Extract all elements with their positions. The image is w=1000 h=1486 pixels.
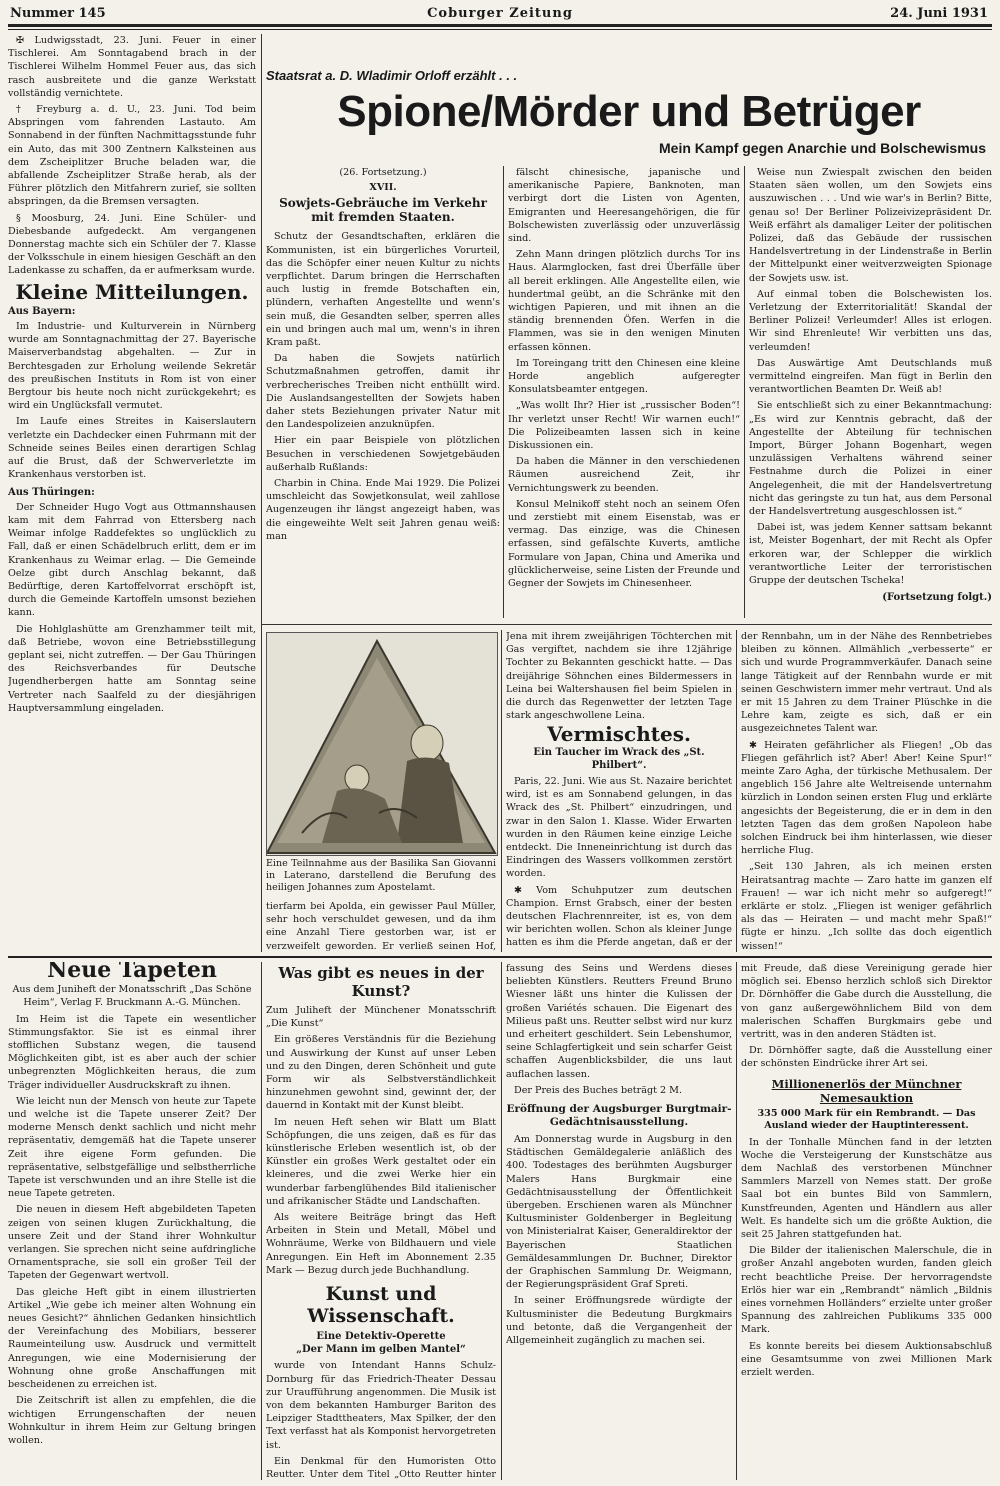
wissenschaft-title: Kunst und Wissenschaft. bbox=[307, 1283, 455, 1328]
operette-subheading: „Der Mann im gelben Mantel“ bbox=[296, 1344, 466, 1356]
feature-subtitle: Mein Kampf gegen Anarchie und Bolschewismus bbox=[659, 140, 986, 156]
bayern-para-2: Im Laufe eines Streites in Kaiserslautern verletzte ein Dachdecker einen Fuhrmann mit der Schneide seines Beiles einen derartigen Schlag auf die Brust, daß der Schwerverletzte im Krankenhaus verstorben ist. bbox=[8, 416, 256, 481]
tapeten-para-3: Die neuen in diesem Heft abgebildeten Tapeten zeigen von seinen klugen Zurückhaltung, die unsere Zeit und der Stand ihrer Wohnkultur verlangen. Sie sprechen nicht seine aufdringliche Ornamentsprache, sie soll ein großer Teil der Tapeten der Gegenwart wertvoll. bbox=[8, 1204, 256, 1282]
thueringen-para-1: Der Schneider Hugo Vogt aus Ottmannshausen kam mit dem Fahrrad von Ettersberg nach Weimar infolge Raddefektes so unglücklich zu Fall, daß er einen Schädelbruch erlitt, dem er im Krankenhaus zu Weimar erlag. — Die Gemeinde Oelze gibt durch Anschlag bekannt, daß Bedürftige, deren Kartoffelvorrat erschöpft ist, durch die Gemeinde Kartoffeln umsonst beziehen kann. bbox=[8, 501, 256, 619]
column-divider bbox=[744, 166, 745, 618]
section-rule bbox=[262, 624, 992, 625]
augsburg-column bbox=[506, 962, 732, 1480]
feature-c-para-3: Das Auswärtige Amt Deutschlands muß vermittelnd eingreifen. Man fügt in Berlin den verantwortlichen Beamten Dr. Weiß ab! bbox=[749, 357, 992, 396]
kleine-mitteilungen-title: Kleine Mitteilungen. bbox=[15, 279, 249, 304]
feature-a-para-2: Da haben die Sowjets natürlich Schutzmaßnahmen getroffen, damit ihr verbrecherisches Treiben nicht enthüllt wird. Die Auslandsangestellten der Sowjets haben daher stets Beziehungen privater Natur mit den Landespolizeien anzuknüpfen. bbox=[266, 353, 500, 431]
tapeten-para-2: Wie leicht nun der Mensch von heute zur Tapete und welche ist die Tapete unserer Zeit? Der moderne Mensch denkt sachlich und nicht mehr repräsentativ, demgemäß hat die Tapete unserer Zeit ihre eigene Form gefunden. Die repräsentative, selbstgefällige und selbstherrliche Tapete ist verschwunden und an ihre Stelle ist die neue Tapete getreten. bbox=[8, 1095, 256, 1200]
tapeten-column bbox=[8, 962, 256, 1480]
nemes-para-3: Es konnte bereits bei diesem Auktionsabschluß eine Gesamtsumme von zwei Millionen Mark erzielt werden. bbox=[741, 1340, 992, 1379]
feature-a-para-3: Hier ein paar Beispiele von plötzlichen Besuchen in verschiedenen Sowjetgebäuden außerhalb Rußlands: bbox=[266, 435, 500, 473]
column-divider bbox=[503, 166, 504, 618]
vermischtes-para-1: Paris, 22. Juni. Wie aus St. Nazaire berichtet wird, ist es am Sonnabend gelungen, in das Wrack des „St. Philbert“ einzudringen, und zwar in den Salon 1. Klasse. Wider Erwarten wurden in den Räumen keine einzige Leiche entdeckt. Die Inneneinrichtung ist durch das Eindringen des Wassers vollkommen zerstört worden. bbox=[506, 776, 732, 880]
feature-c-para-4: Sie entschließt sich zu einer Bekanntmachung: „Es wird zur Kenntnis gebracht, daß der Angestellte der Abteilung für technischen Import, Bürger Johann Bogenhart, wegen unzulässigen Verhaltens während seiner Festnahme durch die Polizei in einer Angelegenheit, die mit der Handelsvertretung nicht das geringste zu tun hat, aus dem Personal der Handelsvertretung ausgeschlossen ist.“ bbox=[749, 400, 992, 518]
column-divider bbox=[736, 630, 737, 952]
fortsetzung-folgt: (Fortsetzung folgt.) bbox=[882, 592, 992, 604]
feature-b-para-4: „Was wollt Ihr? Hier ist „russischer Boden“! Ihr verletzt unser Recht! Wir warnen euch!“ Die Polizeibeamten lassen sich in keine Diskussionen ein. bbox=[508, 400, 740, 452]
feature-title: Spione/Mörder und Betrüger bbox=[337, 88, 921, 136]
feature-c-para-1: Weise nun Zwiespalt zwischen den beiden Staaten säen wollen, um den Sowjets eins auszuwischen . . . Und wie war's in Berlin? Bitte, genau so! Der Berliner Polizeivizepräsident Dr. Weiß erfährt als damaliger Leiter der politischen Polizei, daß das Gebäude der russischen Handelsvertretung in der Lindenstraße in Berlin der Mittelpunkt einer weitverzweigten Spionage der Sowjets usw. ist. bbox=[749, 167, 992, 284]
mid-left-para-1: Jena mit ihrem zweijährigen Töchterchen mit Gas vergiftet, nachdem sie ihre 12jährige Tochter zu Bekannten geschickt hatte. — Das dreijährige Söhnchen eines Bildermessers in Leina bei Waltershausen fiel beim Spielen in die durch das Regenwetter der letzten Tage stark angeschwollene Leina. bbox=[506, 631, 732, 722]
aus-thueringen-heading: Aus Thüringen: bbox=[8, 486, 95, 498]
bottom-section-rule bbox=[8, 956, 992, 958]
header-rule bbox=[8, 24, 992, 27]
aus-bayern-heading: Aus Bayern: bbox=[8, 305, 76, 317]
mid-right-para-3: „Seit 130 Jahren, als ich meinen ersten Heiratsantrag machte — Zaro hatte im ganzen elf Frauen! — war ich nicht mehr so aufgeregt!“ erklärte er stolz. „Fliegen ist weniger gefährlich als das — Heiraten — und macht mehr Spaß!“ fügte er hinzu. „Ich sollte das doch eigentlich wissen!“ bbox=[741, 861, 992, 952]
bayern-para-1: Im Industrie- und Kulturverein in Nürnberg wurde am Sonntagnachmittag der 27. Bayerische Maiserverbandstag abgehalten. — Zur in Berchtesgaden zur Erholung weilende Sekretär des preußischen Instituts in Rom ist von einer Bergtour bis heute noch nicht zurückgekehrt; es wird ein Unglücksfall vermutet. bbox=[8, 321, 256, 412]
news-moosburg: § Moosburg, 24. Juni. Eine Schüler- und Diebesbande aufgedeckt. Am vergangenen Donnerstag machte sich ein Schüler der 7. Klasse der Volksschule in einem hiesigen Geschäft an den Ladenkasse zu schaffen, da er aufmerksam wurde. bbox=[8, 212, 256, 277]
mid-left-tail bbox=[266, 900, 496, 952]
fortsetzung-label: (26. Fortsetzung.) bbox=[339, 167, 427, 178]
augsburg-para-1: Am Donnerstag wurde in Augsburg in den Städtischen Gemäldegalerie anläßlich des 400. Todestages des berühmten Augsburger Malers Hans Burgkmair eine Gedächtnisausstellung der Öffentlichkeit übergeben. Erschienen waren als Münchner Kultusminister Goldenberger in Begleitung von Ministerialrat Kaiser, Generaldirektor der Bayerischen Staatlichen Gemäldesammlungen Dr. Buchner, Direktor der Graphischen Sammlung Dr. Weigmann, der Regierungspräsident Graf Spreti. bbox=[506, 1134, 732, 1291]
augsburg-title: Eröffnung der Augsburger Burgtmair-Gedächtnisausstellung. bbox=[506, 1103, 732, 1129]
column-divider bbox=[501, 630, 502, 952]
vermischtes-para-2: ✱ Vom Schuhputzer zum deutschen Champion. Ernst Grabsch, einer der besten deutschen Flachrennreiter, ist es, von dem wir berichten wollen. Schon als kleiner Junge hatten es ihm die Pferde angetan, daß er der bbox=[506, 884, 732, 949]
vermischtes-title: Vermischtes. bbox=[547, 722, 691, 747]
feature-column-c bbox=[749, 166, 992, 618]
col4-para-2: Der Preis des Buches beträgt 2 M. bbox=[514, 1084, 683, 1096]
feature-a-para-1: Schutz der Gesandtschaften, erklären die Kommunisten, ist ein bürgerliches Vorurteil, das die Schöpfer einer neuen Kultur zu nichts verpflichtet. Darum bringen die Herrschaften auch lustig in fremde Botschaften ein, plündern, verhaften Angestellte und wenn's sein muß, die Gesandten selber, sperren alles ein und bringen auch mal um, wenn's in ihren Kram paßt. bbox=[266, 231, 500, 349]
feature-column-a bbox=[266, 166, 500, 618]
feature-b-para-6: Konsul Melnikoff steht noch an seinem Ofen und zerstiebt mit einem Eisenstab, was er vermag. Das einzige, was die Chinesen erfassen, sind gefälschte Kuverts, amtliche Formulare von Japan, China und Amerika und glücklicherweise, seine Listen der Freunde und Gegner der Sowjets im Chinesenheer. bbox=[508, 498, 740, 590]
feature-c-para-2: Auf einmal toben die Bolschewisten los. Verletzung der Exterritorialität! Skandal der Berliner Polizei! Verleumder! Alles ist erlogen. Wir sind Ehrenleute! Wir verbitten uns das, verleumden! bbox=[749, 288, 992, 353]
tapeten-para-1: Im Heim ist die Tapete ein wesentlicher Stimmungsfaktor. Sie ist es einmal ihrer stofflichen Substanz wegen, die tausend Möglichkeiten gibt, ist es aber auch der schier unbegrenzten Möglichkeiten heraus, die zum Träger individueller Ausdruckskraft zu ihnen. bbox=[8, 1013, 256, 1091]
fresco-photo bbox=[266, 632, 498, 856]
mid-right-column bbox=[741, 630, 992, 952]
newspaper-name: Coburger Zeitung bbox=[427, 6, 573, 21]
feature-a-para-4: Charbin in China. Ende Mai 1929. Die Polizei umschleicht das Sowjetkonsulat, weil zahllose Augenzeugen ihr längst angezeigt haben, was die eingeweihte Welt seit Jahren genau weiß: man bbox=[266, 478, 500, 542]
nemes-para-1: In der Tonhalle München fand in der letzten Woche die Versteigerung der Kunstschätze aus dem Nachlaß des verstorbenen Münchner Sammlers Marzell von Nemes statt. Der große Saal bot ein buntes Bild von Sammlern, Kunstfreunden, Agenten und Händlern aus aller Welt. Es handelte sich um die größte Auktion, die seit 25 Jahren stattgefunden hat. bbox=[741, 1136, 992, 1241]
tapeten-para-5: Die Zeitschrift ist allen zu empfehlen, die die wichtigen Errungenschaften der neuen Wohnkultur in ihrem Heim zur Geltung bringen wollen. bbox=[8, 1395, 256, 1446]
tapeten-para-4: Das gleiche Heft gibt in einem illustrierten Artikel „Wie gebe ich meiner alten Wohnung ein neues Gesicht?“ ähnlichen Gedanken hinsichtlich der Vereinfachung des Mobiliars, besserer Raumeinteilung usw. Ausdruck und vermittelt Anregungen, wie eine Modernisierung der Wohnung ohne große Anschaffungen mit bescheidenen zu erreichen ist. bbox=[8, 1286, 256, 1391]
feature-b-para-1: fälscht chinesische, japanische und amerikanische Papiere, Banknoten, man verbirgt dort die Listen von Agenten, Emigranten und Heeresangehörigen, die für Bolschewisten zuverlässig oder unzuverlässig sind. bbox=[508, 167, 740, 245]
operette-heading: Eine Detektiv-Operette bbox=[316, 1331, 446, 1343]
header-rule-thin bbox=[8, 29, 992, 30]
chapter-number: XVII. bbox=[369, 182, 397, 194]
tapeten-title: Neue Tapeten bbox=[47, 962, 217, 983]
mid-left-para-2: tierfarm bei Apolda, ein gewisser Paul Müller, sehr hoch verschuldet gewesen, und da ihm eine Anzahl Tiere gestorben war, ist er verzweifelt geworden. Er verließ seinen Hof, bbox=[266, 901, 496, 952]
tapeten-source: Aus dem Juniheft der Monatsschrift „Das Schöne Heim“, Verlag F. Bruckmann A.-G. München. bbox=[12, 984, 252, 1009]
left-column bbox=[8, 34, 256, 952]
right-para-2: Dr. Dörnhöffer sagte, daß die Ausstellung einer der schönsten Eindrücke ihrer Art sei. bbox=[741, 1045, 992, 1070]
kunst-source: Zum Juliheft der Münchener Monatsschrift „Die Kunst“ bbox=[266, 1005, 496, 1030]
feature-b-para-3: Im Toreingang tritt den Chinesen eine kleine Horde angeblich aufgeregter Konsulatsbeamter entgegen. bbox=[508, 357, 740, 396]
kunst-title: Was gibt es neues in der Kunst? bbox=[278, 964, 484, 1000]
nemes-column bbox=[741, 962, 992, 1480]
column-divider bbox=[261, 962, 262, 1480]
column-divider bbox=[736, 962, 737, 1480]
kunst-column bbox=[266, 962, 496, 1480]
kunst-para-2: Im neuen Heft sehen wir Blatt um Blatt Schöpfungen, die uns zeigen, daß es für das künstlerische Erleben wesentlich ist, ob der Künstler ein großes Werk gestaltet oder ein kleineres, und die zwei Werke hier ein wunderbar farbenglühendes Bild italienischer und afrikanischer Städte und Landschaften. bbox=[266, 1116, 496, 1207]
photo-caption: Eine Teilnnahme aus der Basilika San Giovanni in Laterano, darstellend die Berufung des heiligen Johannes zum Apostelamt. bbox=[266, 858, 496, 893]
news-freyburg: † Freyburg a. d. U., 23. Juni. Tod beim Abspringen vom fahrenden Lastauto. Am Sonnabend in der fünften Nachmittagsstunde fuhr ein Auto, das mit 300 Zentnern Kalksteinen aus dem Zscheiplitzer Bruche beladen war, die abfallende Zscheiplitzer Straße herab, als der Führer plötzlich den Mitfahrern zurief, sie sollten abspringen, da die Bremsen versagten. bbox=[8, 104, 256, 208]
nemes-title: Millionenerlös der Münchner Nemesauktion bbox=[771, 1076, 962, 1105]
wissenschaft-para-1: wurde von Intendant Hanns Schulz-Dornburg für das Friedrich-Theater Dessau zur Uraufführung angenommen. Die Musik ist von dem bekannten Hamburger Bariton des Leipziger Stadttheaters, Max Spilker, der den Text verfasst hat als Komponist hervorgetreten ist. bbox=[266, 1360, 496, 1451]
news-ludwigsstadt: ✠ Ludwigsstadt, 23. Juni. Feuer in einer Tischlerei. Am Sonntagabend brach in der Tischlerei Wilhelm Hommel Feuer aus, das sich rasch ausbreitete und die ganze Werkstatt vollständig vernichtete. bbox=[8, 35, 256, 99]
augsburg-para-2: In seiner Eröffnungsrede würdigte der Kultusminister die Bedeutung Burgkmairs und betonte, daß die Vergangenheit der Allgemeinheit zugänglich zu machen sei. bbox=[506, 1295, 732, 1347]
fresco-image bbox=[267, 633, 497, 855]
issue-number: Nummer 145 bbox=[10, 6, 106, 21]
column-divider bbox=[501, 962, 502, 1480]
mid-right-para-1: der Rennbahn, um in der Nähe des Rennbetriebes bleiben zu können. Allmählich „verbesserte“ er sich und wurde Programmverkäufer. Danach seine lange Tätigkeit auf der Rennbahn wurde er mit seinen Geschwistern immer mehr vertraut. Und als er mit 15 Jahren zu dem Trainer Plüschke in die Lehre kam, zeigte es sich, daß er ein ausgezeichnetes Talent war. bbox=[741, 631, 992, 735]
nemes-subtitle: 335 000 Mark für ein Rembrandt. — Das Ausland wieder der Hauptinteressent. bbox=[757, 1107, 976, 1131]
vermischtes-column bbox=[506, 630, 732, 952]
taucher-heading: Ein Taucher im Wrack des „St. Philbert“. bbox=[533, 746, 705, 771]
kunst-para-1: Ein größeres Verständnis für die Beziehung und Auswirkung der Kunst auf unser Leben und zu den Dingen, deren Schönheit und gute Form wir als Selbstverständlichkeit hinzunehmen gewohnt sind, gewinnt der, der dauernd in Kontakt mit der Kunst bleibt. bbox=[266, 1034, 496, 1112]
right-para-1: mit Freude, daß diese Vereinigung gerade hier möglich sei. Ebenso herzlich schloß sich Direktor Dr. Dörnhöffer die Gabe durch die Ausstellung, die von ganz außergewöhnlichem Bild von dem malerischen Schaffen Burgkmairs gebe und vertritt, was in den anderen Städten ist. bbox=[741, 963, 992, 1041]
kunst-para-3: Als weitere Beiträge bringt das Heft Arbeiten in Stein und Metall, Möbel und Wohnräume, Werke von Bildhauern und viele Anregungen. Ein Heft im Abonnement 2.35 Mark — Bezug durch jede Buchhandlung. bbox=[266, 1212, 496, 1276]
feature-b-para-2: Zehn Mann dringen plötzlich durchs Tor ins Haus. Alarmglocken, fast drei Überfälle über all bereit erklingen. Alle Angestellte eilen, wie hundertmal geübt, an die Schränke mit den wichtigen Papieren, und mit ihnen an die ständig brennenden Öfen. Werfen in die Flammen, was sie in den wenigen Minuten erfassen können. bbox=[508, 249, 740, 353]
feature-column-b bbox=[508, 166, 740, 618]
feature-b-para-5: Da haben die Männer in den verschiedenen Räumen ausreichend Zeit, ihr Vernichtungswerk zu beenden. bbox=[508, 456, 740, 494]
nemes-para-2: Die Bilder der italienischen Malerschule, die in großer Anzahl angeboten wurden, fanden gleich recht beachtliche Preise. Der hervorragendste Erlös hier war ein „Rembrandt“ nämlich „Bildnis eines vornehmen Holländers“ erzielte unter großer Spannung des zahlreichen Publikums 335 000 Mark. bbox=[741, 1245, 992, 1336]
column-divider bbox=[261, 34, 262, 952]
thueringen-para-2: Die Hohlglashütte am Grenzhammer teilt mit, daß Betriebe, wovon eine Betriebsstillegung geplant sei, nicht zutreffen. — Der Gau Thüringen des Reichsverbandes für Deutsche Jugendherbergen hatte am Sonntag seine Vertreter nach Saalfeld zu der diesjährigen Hauptversammlung eingeladen. bbox=[8, 623, 256, 714]
wissenschaft-para-2: Ein Denkmal für den Humoristen Otto Reutter. Unter dem Titel „Otto Reutter hinter bbox=[266, 1455, 496, 1480]
mid-right-para-2: ✱ Heiraten gefährlicher als Fliegen! „Ob das Fliegen gefährlich ist? Aber! Aber! Keine Spur!“ meinte Zaro Agha, der türkische Methusalem. Der angeblich 156 Jahre alte Weltreisende unternahm kürzlich in London seinen ersten Flug und erklärte angesichts der Begeisterung, die er in dem in den letzten Tagen das dem großen Napoleon habe solchen Eindruck bei ihm hinterlassen, wie dieser herrliche Flug. bbox=[741, 739, 992, 857]
col4-para-1: fassung des Seins und Werdens dieses beliebten Künstlers. Reutters Freund Bruno Wiesner läßt uns hinter die Kulissen der großen Variétés schauen. Die Eigenart des Milieus paßt uns. Reutter selbst wird nur kurz und erheitert geschildert. Sein Lebenshumor, seine Schlagfertigkeit und sein scharfer Geist schaffen Augenblicksbilder, die uns laut auflachen lassen. bbox=[506, 963, 732, 1080]
section-title: Sowjets-Gebräuche im Verkehr mit fremden Staaten. bbox=[279, 196, 487, 225]
feature-c-para-5: Dabei ist, was jedem Kenner sattsam bekannt ist, Meister Bogenhart, der mit Recht als Opfer erkoren war, der Schlepper die wirklich verantwortliche Leiter der terroristischen Gruppe der deutschen Tscheka! bbox=[749, 522, 992, 587]
feature-kicker: Staatsrat a. D. Wladimir Orloff erzählt . . . bbox=[266, 68, 518, 83]
issue-date: 24. Juni 1931 bbox=[890, 6, 988, 21]
